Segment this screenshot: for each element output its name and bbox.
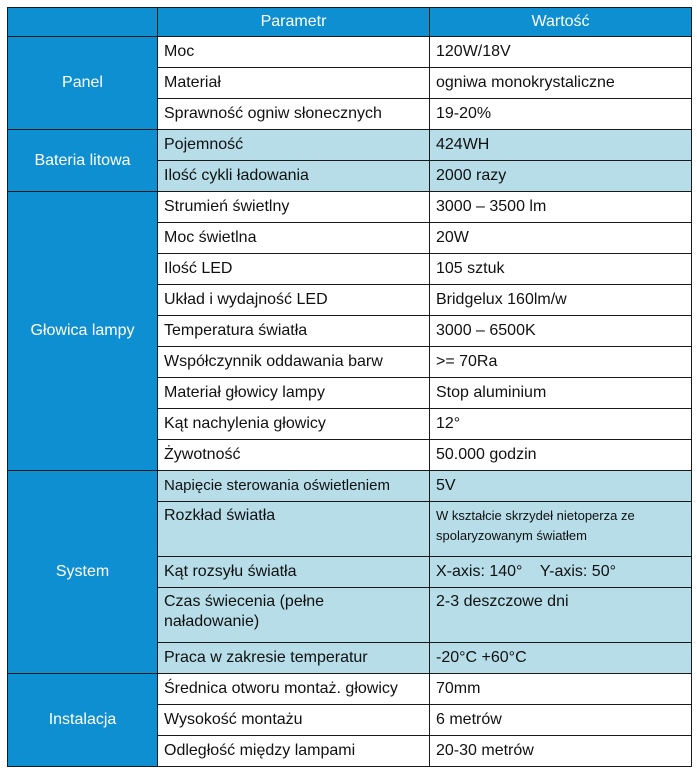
table-row (8, 130, 692, 161)
group-label-battery: Bateria litowa (8, 130, 158, 192)
param-cell: Odległość między lampami (158, 736, 430, 767)
param-cell: Wysokość montażu (158, 705, 430, 736)
param-cell: Kąt rozsyłu światła (158, 557, 430, 588)
param-cell: Żywotność (158, 440, 430, 471)
value-cell: Stop aluminium (430, 378, 692, 409)
value-cell: 2000 razy (430, 161, 692, 192)
value-cell: 20-30 metrów (430, 736, 692, 767)
value-cell: 120W/18V (430, 37, 692, 68)
value-cell: 70mm (430, 674, 692, 705)
table-row (8, 471, 692, 502)
value-cell: X-axis: 140° Y-axis: 50° (430, 557, 692, 588)
param-cell: Strumień świetlny (158, 192, 430, 223)
param-cell: Materiał (158, 68, 430, 99)
value-cell: ogniwa monokrystaliczne (430, 68, 692, 99)
header-param: Parametr (158, 8, 430, 37)
param-cell: Czas świecenia (pełne naładowanie) (158, 588, 430, 643)
group-label-panel: Panel (8, 37, 158, 130)
group-label-system: System (8, 471, 158, 674)
param-cell: Praca w zakresie temperatur (158, 643, 430, 674)
param-cell: Układ i wydajność LED (158, 285, 430, 316)
value-cell: Bridgelux 160lm/w (430, 285, 692, 316)
group-label-lamp-head: Głowica lampy (8, 192, 158, 471)
group-label-installation: Instalacja (8, 674, 158, 767)
value-cell: 50.000 godzin (430, 440, 692, 471)
value-cell: W kształcie skrzydeł nietoperza ze spolaryzowanym światłem (430, 502, 692, 557)
value-cell: 6 metrów (430, 705, 692, 736)
param-cell: Współczynnik oddawania barw (158, 347, 430, 378)
table-header-row (8, 8, 692, 37)
table-row (8, 37, 692, 68)
value-cell: 2-3 deszczowe dni (430, 588, 692, 643)
value-cell: 105 sztuk (430, 254, 692, 285)
spec-table (7, 7, 692, 767)
param-cell: Materiał głowicy lampy (158, 378, 430, 409)
param-cell: Ilość cykli ładowania (158, 161, 430, 192)
param-cell: Rozkład światła (158, 502, 430, 557)
param-cell: Moc (158, 37, 430, 68)
value-cell: 3000 – 3500 lm (430, 192, 692, 223)
param-cell: Sprawność ogniw słonecznych (158, 99, 430, 130)
spec-table-container (7, 7, 692, 767)
param-cell: Ilość LED (158, 254, 430, 285)
value-cell: 3000 – 6500K (430, 316, 692, 347)
param-cell: Napięcie sterowania oświetleniem (158, 471, 430, 502)
param-cell: Temperatura światła (158, 316, 430, 347)
value-cell: 424WH (430, 130, 692, 161)
value-cell: 19-20% (430, 99, 692, 130)
param-cell: Pojemność (158, 130, 430, 161)
value-cell: -20°C +60°C (430, 643, 692, 674)
header-spacer (8, 8, 158, 37)
table-row (8, 192, 692, 223)
value-cell: 5V (430, 471, 692, 502)
param-cell: Moc świetlna (158, 223, 430, 254)
value-cell: 12° (430, 409, 692, 440)
table-row (8, 674, 692, 705)
param-cell: Kąt nachylenia głowicy (158, 409, 430, 440)
header-value: Wartość (430, 8, 692, 37)
param-cell: Średnica otworu montaż. głowicy (158, 674, 430, 705)
value-cell: 20W (430, 223, 692, 254)
value-cell: >= 70Ra (430, 347, 692, 378)
